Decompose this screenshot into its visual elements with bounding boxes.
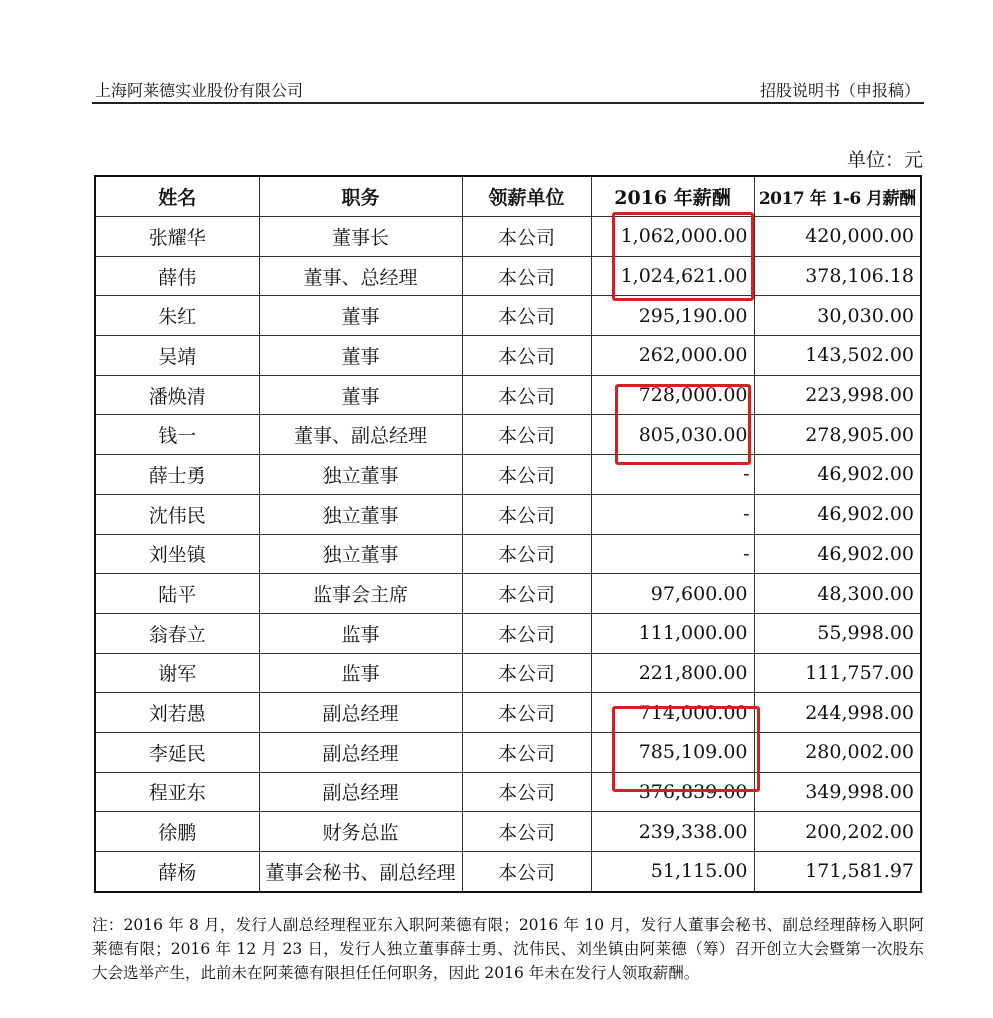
cell-payer: 本公司 <box>462 574 591 614</box>
unit-label: 单位：元 <box>846 149 923 171</box>
cell-name: 程亚东 <box>95 772 259 812</box>
cell-pay-2016: 97,600.00 <box>591 574 754 614</box>
column-header-name: 姓名 <box>95 176 259 217</box>
table-row <box>95 613 921 653</box>
table-row <box>95 534 921 574</box>
cell-pay-2017h1: 46,902.00 <box>754 534 921 574</box>
cell-name: 潘焕清 <box>95 375 259 415</box>
table-row <box>95 336 921 376</box>
cell-position: 董事、总经理 <box>259 256 462 296</box>
cell-name: 薛士勇 <box>95 455 259 495</box>
cell-name: 钱一 <box>95 415 259 455</box>
cell-position: 董事、副总经理 <box>259 415 462 455</box>
column-header-payer: 领薪单位 <box>462 176 591 217</box>
cell-name: 张耀华 <box>95 217 259 257</box>
cell-pay-2017h1: 223,998.00 <box>754 375 921 415</box>
cell-payer: 本公司 <box>462 217 591 257</box>
cell-pay-2016: 728,000.00 <box>591 375 754 415</box>
table-row <box>95 256 921 296</box>
column-header-pay-2016: 2016 年薪酬 <box>591 176 754 217</box>
compensation-table <box>94 175 922 893</box>
table-header-row <box>95 176 921 217</box>
cell-pay-2016: 239,338.00 <box>591 812 754 852</box>
table-row <box>95 296 921 336</box>
document-title: 招股说明书（申报稿） <box>759 81 920 100</box>
cell-pay-2017h1: 378,106.18 <box>754 256 921 296</box>
cell-position: 董事会秘书、副总经理 <box>259 852 462 892</box>
cell-pay-2017h1: 280,002.00 <box>754 732 921 772</box>
table-row <box>95 772 921 812</box>
cell-name: 徐鹏 <box>95 812 259 852</box>
table-row <box>95 455 921 495</box>
cell-payer: 本公司 <box>462 336 591 376</box>
table-row <box>95 732 921 772</box>
cell-pay-2016: 1,024,621.00 <box>591 256 754 296</box>
cell-name: 薛伟 <box>95 256 259 296</box>
table-body <box>95 217 921 892</box>
cell-position: 监事 <box>259 653 462 693</box>
cell-pay-2017h1: 420,000.00 <box>754 217 921 257</box>
cell-pay-2017h1: 46,902.00 <box>754 494 921 534</box>
cell-pay-2016: - <box>591 494 754 534</box>
cell-position: 独立董事 <box>259 534 462 574</box>
table-row <box>95 653 921 693</box>
cell-position: 董事 <box>259 296 462 336</box>
cell-name: 李延民 <box>95 732 259 772</box>
cell-position: 独立董事 <box>259 494 462 534</box>
company-name: 上海阿莱德实业股份有限公司 <box>95 81 304 100</box>
cell-payer: 本公司 <box>462 455 591 495</box>
cell-pay-2016: 262,000.00 <box>591 336 754 376</box>
cell-payer: 本公司 <box>462 693 591 733</box>
table-row <box>95 852 921 892</box>
cell-pay-2016: 51,115.00 <box>591 852 754 892</box>
cell-position: 副总经理 <box>259 772 462 812</box>
cell-position: 独立董事 <box>259 455 462 495</box>
cell-name: 沈伟民 <box>95 494 259 534</box>
cell-position: 监事会主席 <box>259 574 462 614</box>
cell-pay-2017h1: 46,902.00 <box>754 455 921 495</box>
cell-payer: 本公司 <box>462 613 591 653</box>
table-row <box>95 217 921 257</box>
cell-name: 薛杨 <box>95 852 259 892</box>
cell-pay-2017h1: 30,030.00 <box>754 296 921 336</box>
cell-name: 陆平 <box>95 574 259 614</box>
table-row <box>95 812 921 852</box>
table-row <box>95 494 921 534</box>
cell-payer: 本公司 <box>462 812 591 852</box>
cell-pay-2017h1: 55,998.00 <box>754 613 921 653</box>
cell-pay-2016: 1,062,000.00 <box>591 217 754 257</box>
table-row <box>95 693 921 733</box>
cell-position: 副总经理 <box>259 693 462 733</box>
cell-position: 董事长 <box>259 217 462 257</box>
cell-pay-2017h1: 111,757.00 <box>754 653 921 693</box>
cell-payer: 本公司 <box>462 653 591 693</box>
cell-payer: 本公司 <box>462 534 591 574</box>
cell-name: 吴靖 <box>95 336 259 376</box>
cell-pay-2016: - <box>591 534 754 574</box>
cell-pay-2017h1: 244,998.00 <box>754 693 921 733</box>
cell-pay-2017h1: 278,905.00 <box>754 415 921 455</box>
footnote: 注：2016 年 8 月，发行人副总经理程亚东入职阿莱德有限；2016 年 10 月，发行人董事会秘书、副总经理薛杨入职阿莱德有限；2016 年 12 月 23 日，发行人独立董事薛士勇、沈伟民、刘坐镇由阿莱德（筹）召开创立大会暨第一次股东大会选举产生，此前未在阿莱德有限担任任何职务，因此 2016 年未在发行人领取薪酬。 <box>92 916 924 982</box>
cell-payer: 本公司 <box>462 852 591 892</box>
cell-name: 刘坐镇 <box>95 534 259 574</box>
column-header-pay-2017h1: 2017 年 1-6 月薪酬 <box>754 176 921 217</box>
cell-position: 董事 <box>259 375 462 415</box>
cell-position: 财务总监 <box>259 812 462 852</box>
cell-payer: 本公司 <box>462 375 591 415</box>
cell-pay-2017h1: 200,202.00 <box>754 812 921 852</box>
table-row <box>95 574 921 614</box>
cell-pay-2016: 295,190.00 <box>591 296 754 336</box>
cell-position: 董事 <box>259 336 462 376</box>
cell-name: 刘若愚 <box>95 693 259 733</box>
cell-pay-2016: 221,800.00 <box>591 653 754 693</box>
cell-pay-2017h1: 349,998.00 <box>754 772 921 812</box>
cell-payer: 本公司 <box>462 772 591 812</box>
cell-name: 谢军 <box>95 653 259 693</box>
cell-position: 监事 <box>259 613 462 653</box>
column-header-position: 职务 <box>259 176 462 217</box>
cell-pay-2017h1: 48,300.00 <box>754 574 921 614</box>
cell-pay-2016: 805,030.00 <box>591 415 754 455</box>
cell-pay-2016: - <box>591 455 754 495</box>
cell-pay-2016: 111,000.00 <box>591 613 754 653</box>
table-row <box>95 375 921 415</box>
cell-pay-2016: 785,109.00 <box>591 732 754 772</box>
cell-payer: 本公司 <box>462 256 591 296</box>
cell-payer: 本公司 <box>462 296 591 336</box>
cell-pay-2017h1: 143,502.00 <box>754 336 921 376</box>
cell-pay-2017h1: 171,581.97 <box>754 852 921 892</box>
cell-name: 翁春立 <box>95 613 259 653</box>
cell-payer: 本公司 <box>462 732 591 772</box>
cell-payer: 本公司 <box>462 415 591 455</box>
cell-payer: 本公司 <box>462 494 591 534</box>
cell-pay-2016: 714,000.00 <box>591 693 754 733</box>
cell-pay-2016: 376,839.00 <box>591 772 754 812</box>
cell-position: 副总经理 <box>259 732 462 772</box>
cell-name: 朱红 <box>95 296 259 336</box>
table-row <box>95 415 921 455</box>
page-header <box>92 76 924 104</box>
